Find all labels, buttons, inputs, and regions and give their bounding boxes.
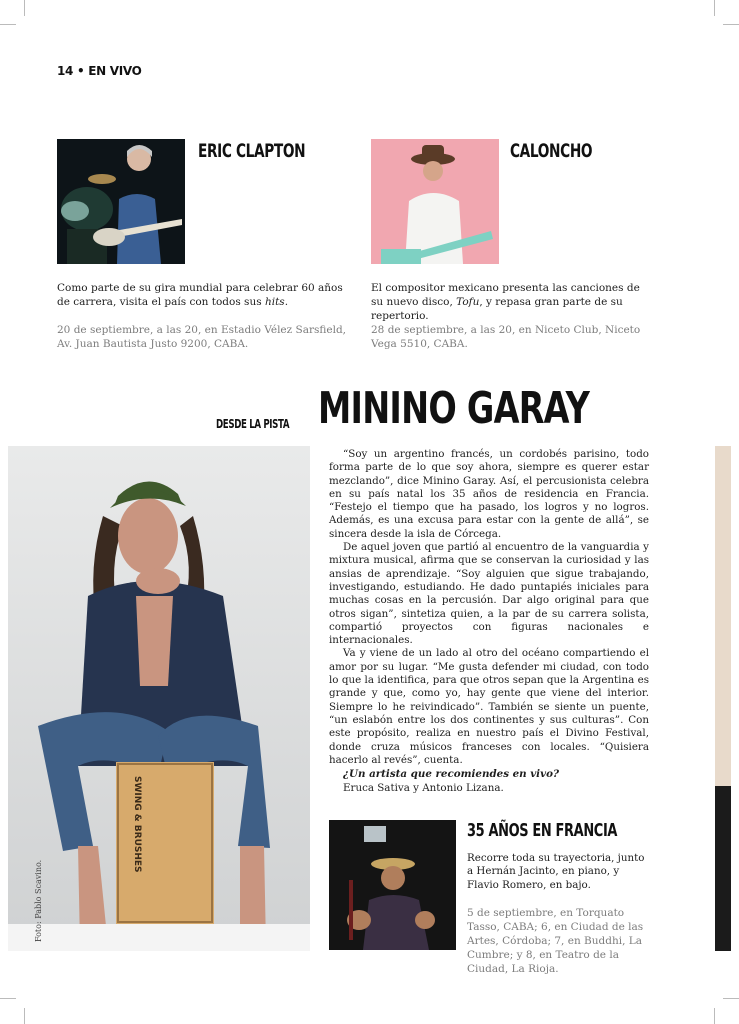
crop-mark	[0, 998, 16, 999]
box-description: Recorre toda su trayectoria, junto a Hernán Jacinto, en piano, y Flavio Romero, en bajo.	[467, 852, 645, 891]
adjacent-page-strip	[715, 446, 731, 951]
event-title-clapton: ERIC CLAPTON	[198, 140, 306, 162]
interview-question: ¿Un artista que recomiendes en vivo?	[343, 768, 559, 780]
crop-mark	[714, 1008, 715, 1024]
event-info-caloncho: 28 de septiembre, a las 20, en Niceto Club, Niceto Vega 5510, CABA.	[371, 324, 641, 350]
article-paragraph: De aquel joven que partió al encuentro de la vanguardia y mixtura musical, afirma que se conservan la curiosidad y las ansias de aprendizaje. “Soy alguien que sigue trabajando, investigando, estudiando. He dado puntapiés iniciales para muchas cosas en la percusión. Dar algo original para que otros sigan”, sintetiza quien, a la par de su carrera solista, compartió proyectos con figuras nacionales e internacionales.	[329, 541, 649, 647]
crop-mark	[723, 24, 739, 25]
event-description-clapton: Como parte de su gira mundial para celebrar 60 años de carrera, visita el país con todos sus hits.	[57, 282, 343, 308]
box-info: 5 de septiembre, en Torquato Tasso, CABA; 6, en Ciudad de las Artes, Córdoba; 7, en Buddhi, La Cumbre; y 8, en Teatro de la Ciudad, La Rioja.	[467, 907, 644, 975]
crop-mark	[723, 998, 739, 999]
article-paragraph: Va y viene de un lado al otro del océano compartiendo el amor por su lugar. “Me gusta defender mi ciudad, con todo lo que la identifica, para que otros sepan que la Argentina es grande y que, como yo, hay gente que viene del interior. Siempre lo he reivindicado”. También se siente un puente, “un eslabón entre los dos continentes y sus culturas”. Con este propósito, realiza en nuestro país el Divino Festival, donde cruza músicos franceses con locales. “Quisiera hacerlo al revés”, cuenta.	[329, 647, 649, 766]
caloncho-photo	[371, 139, 499, 264]
crop-mark	[714, 0, 715, 16]
feature-kicker: DESDE LA PISTA	[216, 417, 290, 431]
article-paragraph: “Soy un argentino francés, un cordobés parisino, todo forma parte de lo que soy ahora, siempre es querer estar mezclando”, dice Minino Garay. Así, el percusionista celebra en su país natal los 35 años de residencia en Francia. “Festejo el tiempo que ha pasado, los logros y no logros. Además, es una excusa para estar con la gente de allá”, se sincera desde la isla de Córcega.	[329, 448, 649, 540]
interview-answer: Eruca Sativa y Antonio Lizana.	[343, 782, 504, 794]
eric-clapton-photo	[57, 139, 185, 264]
event-description-caloncho: El compositor mexicano presenta las canciones de su nuevo disco, Tofu, y repasa gran parte de su repertorio.	[371, 282, 640, 322]
feature-article	[329, 448, 649, 767]
box-photo	[329, 820, 456, 950]
section-label: 14 • EN VIVO	[57, 64, 142, 78]
event-title-caloncho: CALONCHO	[510, 140, 593, 162]
box-title: 35 AÑOS EN FRANCIA	[467, 820, 618, 841]
photo-credit: Foto: Pablo Scavino.	[34, 859, 43, 942]
crop-mark	[0, 24, 16, 25]
feature-title: MININO GARAY	[318, 383, 590, 434]
cajon-text: SWING & BRUSHES	[132, 776, 142, 873]
crop-mark	[24, 0, 25, 16]
minino-garay-photo	[8, 446, 310, 951]
event-info-clapton: 20 de septiembre, a las 20, en Estadio Vélez Sarsfield, Av. Juan Bautista Justo 9200, CABA.	[57, 324, 347, 350]
crop-mark	[24, 1008, 25, 1024]
